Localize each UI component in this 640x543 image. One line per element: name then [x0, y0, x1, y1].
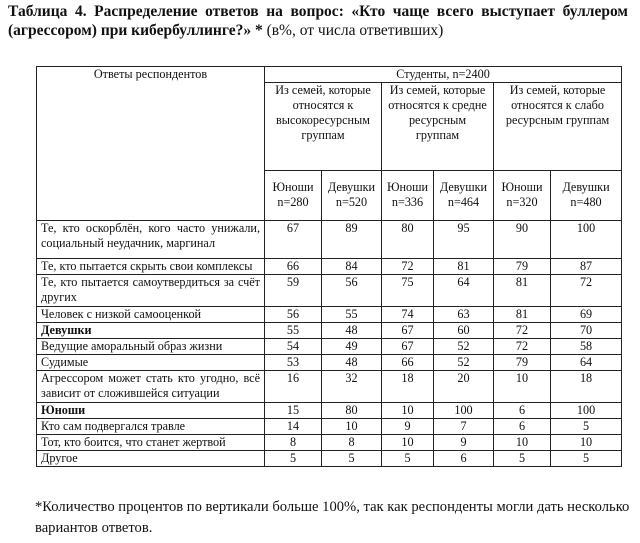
group-header-middle: Из семей, которые относятся к средне ресурсным группам: [382, 83, 494, 171]
value-cell: 81: [434, 259, 494, 275]
value-cell: 52: [434, 339, 494, 355]
value-cell: 6: [494, 419, 551, 435]
table-row: [37, 323, 622, 339]
value-cell: 100: [551, 403, 622, 419]
value-cell: 56: [322, 275, 382, 307]
value-cell: 7: [434, 419, 494, 435]
row-label: Человек с низкой самооценкой: [37, 307, 265, 323]
value-cell: 58: [551, 339, 622, 355]
value-cell: 48: [322, 323, 382, 339]
value-cell: 80: [322, 403, 382, 419]
value-cell: 100: [551, 221, 622, 259]
row-label: Юноши: [37, 403, 265, 419]
subcol-header: Девушки n=464: [434, 171, 494, 221]
value-cell: 10: [494, 435, 551, 451]
table-row: [37, 339, 622, 355]
value-cell: 67: [382, 323, 434, 339]
table-row: [37, 355, 622, 371]
subcol-header: Юноши n=336: [382, 171, 434, 221]
value-cell: 52: [434, 355, 494, 371]
footnote: *Количество процентов по вертикали больше 100%, так как респонденты могли дать несколько вариантов ответов.: [35, 499, 630, 536]
value-cell: 56: [265, 307, 322, 323]
value-cell: 63: [434, 307, 494, 323]
value-cell: 5: [551, 451, 622, 467]
value-cell: 9: [382, 419, 434, 435]
value-cell: 10: [382, 435, 434, 451]
table-row: [37, 435, 622, 451]
value-cell: 84: [322, 259, 382, 275]
value-cell: 14: [265, 419, 322, 435]
value-cell: 15: [265, 403, 322, 419]
value-cell: 8: [322, 435, 382, 451]
value-cell: 6: [434, 451, 494, 467]
value-cell: 72: [494, 323, 551, 339]
value-cell: 20: [434, 371, 494, 403]
value-cell: 75: [382, 275, 434, 307]
table-row: [37, 221, 622, 259]
students-header: Студенты, n=2400: [265, 67, 622, 83]
value-cell: 8: [265, 435, 322, 451]
value-cell: 64: [434, 275, 494, 307]
value-cell: 49: [322, 339, 382, 355]
value-cell: 59: [265, 275, 322, 307]
subcol-header: Юноши n=320: [494, 171, 551, 221]
value-cell: 55: [265, 323, 322, 339]
value-cell: 72: [551, 275, 622, 307]
row-label: Ведущие аморальный образ жизни: [37, 339, 265, 355]
value-cell: 79: [494, 355, 551, 371]
value-cell: 9: [434, 435, 494, 451]
row-label: Те, кто пытается скрыть свои комплексы: [37, 259, 265, 275]
row-label: Кто сам подвергался травле: [37, 419, 265, 435]
value-cell: 87: [551, 259, 622, 275]
value-cell: 80: [382, 221, 434, 259]
value-cell: 66: [265, 259, 322, 275]
value-cell: 18: [551, 371, 622, 403]
table-caption: [8, 2, 628, 40]
row-label: Тот, кто боится, что станет жертвой: [37, 435, 265, 451]
value-cell: 89: [322, 221, 382, 259]
value-cell: 5: [382, 451, 434, 467]
survey-table: [36, 66, 622, 467]
row-label: Те, кто оскорблён, кого часто унижали, социальный неудачник, маргинал: [37, 221, 265, 259]
value-cell: 6: [494, 403, 551, 419]
value-cell: 74: [382, 307, 434, 323]
value-cell: 10: [382, 403, 434, 419]
value-cell: 5: [494, 451, 551, 467]
value-cell: 5: [551, 419, 622, 435]
row-label: Судимые: [37, 355, 265, 371]
row-label: Агрессором может стать кто угодно, всё зависит от сложившейся ситуации: [37, 371, 265, 403]
value-cell: 60: [434, 323, 494, 339]
value-cell: 72: [382, 259, 434, 275]
value-cell: 55: [322, 307, 382, 323]
table-row: [37, 403, 622, 419]
row-header-cell: Ответы респондентов: [37, 67, 265, 221]
table-row: [37, 259, 622, 275]
caption-normal: (в%, от числа ответивших): [262, 22, 444, 39]
value-cell: 54: [265, 339, 322, 355]
value-cell: 32: [322, 371, 382, 403]
table-row: [37, 307, 622, 323]
group-header-low: Из семей, которые относятся к слабо ресурсным группам: [494, 83, 622, 171]
value-cell: 66: [382, 355, 434, 371]
table-row: [37, 275, 622, 307]
value-cell: 5: [322, 451, 382, 467]
value-cell: 53: [265, 355, 322, 371]
subcol-header: Юноши n=280: [265, 171, 322, 221]
subcol-header: Девушки n=480: [551, 171, 622, 221]
value-cell: 90: [494, 221, 551, 259]
subcol-header: Девушки n=520: [322, 171, 382, 221]
value-cell: 10: [322, 419, 382, 435]
value-cell: 81: [494, 275, 551, 307]
row-label: Те, кто пытается самоутвердиться за счёт других: [37, 275, 265, 307]
value-cell: 67: [382, 339, 434, 355]
value-cell: 81: [494, 307, 551, 323]
value-cell: 48: [322, 355, 382, 371]
value-cell: 95: [434, 221, 494, 259]
value-cell: 10: [494, 371, 551, 403]
row-label: Девушки: [37, 323, 265, 339]
value-cell: 100: [434, 403, 494, 419]
value-cell: 67: [265, 221, 322, 259]
table-row: [37, 371, 622, 403]
group-header-high: Из семей, которые относятся к высокоресурсным группам: [265, 83, 382, 171]
value-cell: 72: [494, 339, 551, 355]
value-cell: 16: [265, 371, 322, 403]
value-cell: 5: [265, 451, 322, 467]
row-label: Другое: [37, 451, 265, 467]
value-cell: 10: [551, 435, 622, 451]
value-cell: 18: [382, 371, 434, 403]
value-cell: 79: [494, 259, 551, 275]
table-row: [37, 419, 622, 435]
caption-bold: Таблица 4. Распределение ответов на вопрос: «Кто чаще всего выступает буллером (агрессором) при кибербуллинге?» *: [8, 3, 628, 39]
value-cell: 69: [551, 307, 622, 323]
table-row: [37, 451, 622, 467]
value-cell: 70: [551, 323, 622, 339]
value-cell: 64: [551, 355, 622, 371]
